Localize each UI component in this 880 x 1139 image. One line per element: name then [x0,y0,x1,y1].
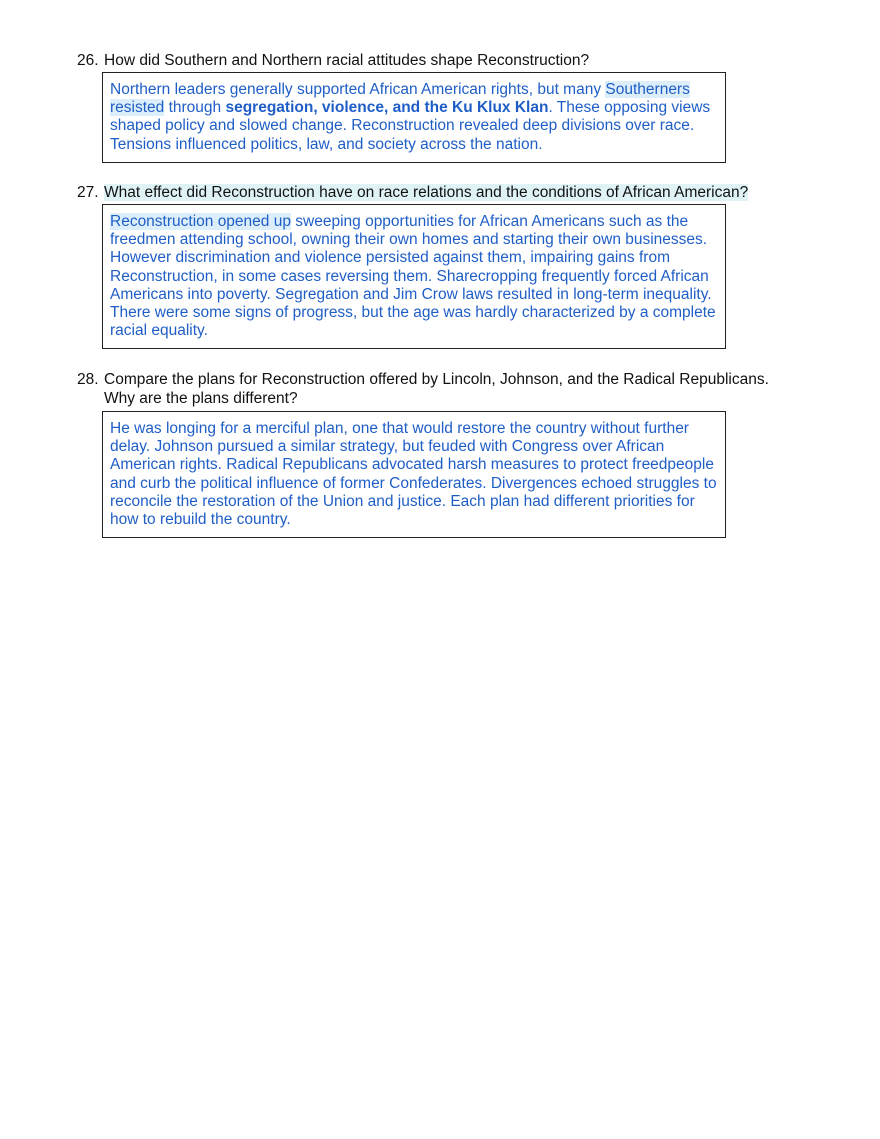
question-number: 28. [77,371,99,388]
answer-box-28[interactable] [102,411,726,538]
highlighted-text: Reconstruction opened up [110,213,291,230]
answer-text: through [164,99,226,117]
bold-text: segregation, violence, and the Ku Klux Klan [225,99,549,117]
question-27 [77,184,797,203]
question-26 [77,52,797,71]
answer-text: He was longing for a merciful plan, one that would restore the country without further delay. Johnson pursued a similar strategy, but feuded with Congress over African American rights. Radical Republicans advocated harsh measures to protect freedpeople and curb the political influence of former Confederates. Divergences echoed struggles to reconcile the restoration of the Union and justice. Each plan had different priorities for how to rebuild the country. [110,420,717,529]
question-text: What effect did Reconstruction have on race relations and the conditions of African American? [104,184,749,201]
question-number: 27. [77,184,99,201]
answer-box-27[interactable] [102,204,726,349]
question-text: Compare the plans for Reconstruction offered by Lincoln, Johnson, and the Radical Republicans. [104,371,769,388]
answer-text: sweeping opportunities for African Americans such as the freedmen attending school, owning their own homes and starting their own businesses. However discrimination and violence persisted against them, impairing gains from Reconstruction, in some cases reversing them. Sharecropping frequently forced African Americans into poverty. Segregation and Jim Crow laws resulted in long-term inequality. There were some signs of progress, but the age was hardly characterized by a complete racial equality. [110,213,716,340]
question-text-line2: Why are the plans different? [104,389,298,407]
answer-text: Northern leaders generally supported African American rights, but many [110,81,606,98]
answer-text: . These opposing views shaped policy and slowed change. Reconstruction revealed deep divisions over race. Tensions influenced politics, law, and society across the nation. [110,99,711,153]
question-text: How did Southern and Northern racial attitudes shape Reconstruction? [104,52,590,69]
answer-box-26[interactable] [102,72,726,163]
question-number: 26. [77,52,99,69]
question-28 [77,371,797,408]
highlighted-text: Southerners resisted [110,81,690,117]
